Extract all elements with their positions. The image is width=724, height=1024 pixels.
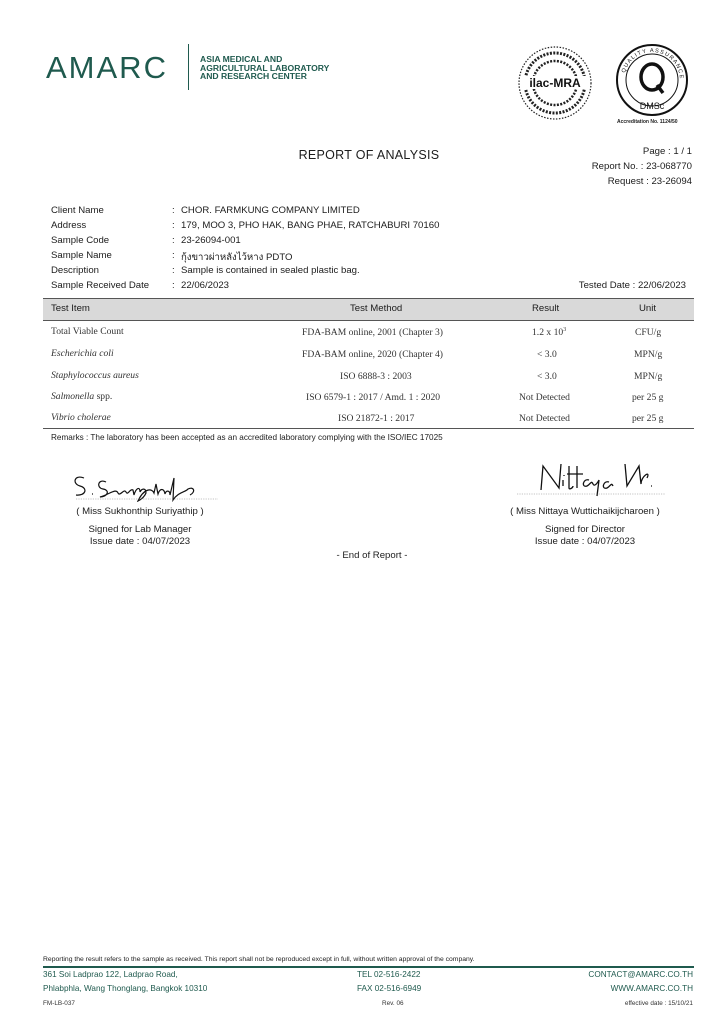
- footer-divider: [43, 966, 694, 968]
- address-label: Address: [51, 220, 87, 231]
- form-number: FM-LB-037: [43, 1000, 75, 1007]
- row3-result: < 3.0: [537, 371, 557, 382]
- amarc-logo: AMARC: [46, 50, 168, 85]
- row4-test-item: [51, 391, 112, 402]
- left-signer-name: ( Miss Sukhonthip Suriyathip ): [76, 506, 204, 517]
- row1-test-method: FDA-BAM online, 2001 (Chapter 3): [302, 327, 443, 338]
- footer-website[interactable]: WWW.AMARC.CO.TH: [610, 984, 693, 993]
- row3-test-method: ISO 6888-3 : 2003: [340, 371, 412, 382]
- client-name-label: Client Name: [51, 205, 104, 216]
- remarks: Remarks : The laboratory has been accepted as an accredited laboratory complying with the ISO/IEC 17025: [51, 433, 443, 442]
- ilac-text: ilac-MRA: [529, 76, 581, 90]
- row3-test-item: Staphylococcus aureus: [51, 370, 139, 381]
- row4-test-method: ISO 6579-1 : 2017 / Amd. 1 : 2020: [306, 392, 441, 403]
- ilac-mra-logo: [515, 43, 595, 123]
- header-unit: Unit: [639, 303, 657, 314]
- row1-test-item: Total Viable Count: [51, 326, 124, 337]
- signature-left: [70, 468, 220, 502]
- report-number: Report No. : 23-068770: [591, 161, 692, 172]
- colon: :: [172, 250, 175, 261]
- row5-unit: per 25 g: [632, 413, 664, 424]
- left-signer-role: Signed for Lab Manager: [88, 524, 192, 535]
- dmsc-quality-assurance-logo: [612, 43, 696, 119]
- row2-test-item: Escherichia coli: [51, 348, 114, 359]
- received-date-value: 22/06/2023: [181, 280, 230, 291]
- client-name-value: CHOR. FARMKUNG COMPANY LIMITED: [181, 205, 360, 216]
- right-signer-name: ( Miss Nittaya Wuttichaikijcharoen ): [510, 506, 660, 517]
- row2-unit: MPN/g: [634, 349, 663, 360]
- logo-subtitle: [200, 55, 329, 81]
- logo-sub-line1: ASIA MEDICAL AND: [200, 54, 283, 64]
- row3-unit: MPN/g: [634, 371, 663, 382]
- tested-date: Tested Date : 22/06/2023: [578, 280, 686, 291]
- page-number: Page : 1 / 1: [642, 146, 692, 157]
- row1-result: [532, 327, 566, 338]
- description-label: Description: [51, 265, 99, 276]
- sample-name-value: กุ้งขาวผ่าหลังไว้หาง PDTO: [181, 252, 293, 263]
- received-date-label: Sample Received Date: [51, 280, 150, 291]
- description-value: Sample is contained in sealed plastic bag.: [181, 265, 360, 276]
- row1-result-base: 1.2 x 10: [532, 327, 564, 339]
- colon: :: [172, 235, 175, 246]
- signature-right: [515, 458, 665, 498]
- row1-unit: CFU/g: [635, 327, 662, 338]
- left-issue-date: Issue date : 04/07/2023: [89, 536, 191, 547]
- footer-tel: TEL 02-516-2422: [357, 970, 421, 979]
- logo-sub-line2: AGRICULTURAL LABORATORY: [200, 62, 330, 73]
- header-result: Result: [532, 303, 560, 314]
- row4-item-genus: Salmonella: [51, 391, 95, 402]
- effective-date: effective date : 15/10/21: [624, 1000, 693, 1007]
- logo-sub-line3: AND RESEARCH CENTER: [200, 71, 307, 82]
- footer-address-line2: Phlabphla, Wang Thonglang, Bangkok 10310: [43, 984, 208, 993]
- right-signer-role: Signed for Director: [545, 524, 625, 535]
- footer-address-line1: 361 Soi Ladprao 122, Ladprao Road,: [43, 970, 178, 979]
- row5-test-item: Vibrio cholerae: [51, 412, 111, 423]
- table-bottom-border: [43, 428, 694, 429]
- sample-code-label: Sample Code: [51, 235, 110, 246]
- address-value: 179, MOO 3, PHO HAK, BANG PHAE, RATCHABURI 70160: [181, 220, 440, 231]
- accreditation-no: Accreditation No. 1124/50: [617, 119, 678, 125]
- dmsc-word: DMSc: [639, 101, 665, 111]
- revision: Rev. 06: [382, 1000, 404, 1007]
- footer-disclaimer: Reporting the result refers to the sample as received. This report shall not be reproduced except in full, without written approval of the company.: [43, 956, 475, 963]
- end-of-report: - End of Report -: [336, 550, 408, 561]
- row4-item-suffix: spp.: [96, 391, 113, 402]
- row2-result: < 3.0: [537, 349, 557, 360]
- header-test-method: Test Method: [350, 303, 403, 314]
- sample-name-label: Sample Name: [51, 250, 112, 261]
- logo-divider: [188, 44, 189, 90]
- request-number: Request : 23-26094: [607, 176, 692, 187]
- header-test-item: Test Item: [51, 303, 90, 314]
- dmsc-ring-text: QUALITY ASSURANCE: [620, 47, 685, 80]
- colon: :: [172, 205, 175, 216]
- right-issue-date: Issue date : 04/07/2023: [534, 536, 636, 547]
- row4-unit: per 25 g: [632, 392, 664, 403]
- colon: :: [172, 280, 175, 291]
- footer-fax: FAX 02-516-6949: [357, 984, 422, 993]
- row5-result: Not Detected: [519, 413, 570, 424]
- sample-code-value: 23-26094-001: [181, 235, 241, 246]
- footer-email[interactable]: CONTACT@AMARC.CO.TH: [588, 970, 693, 979]
- row2-test-method: FDA-BAM online, 2020 (Chapter 4): [302, 349, 443, 360]
- row4-result: Not Detected: [519, 392, 570, 403]
- report-title: REPORT OF ANALYSIS: [298, 148, 440, 162]
- colon: :: [172, 265, 175, 276]
- colon: :: [172, 220, 175, 231]
- row1-result-exponent: 3: [563, 327, 567, 333]
- row5-test-method: ISO 21872-1 : 2017: [338, 413, 415, 424]
